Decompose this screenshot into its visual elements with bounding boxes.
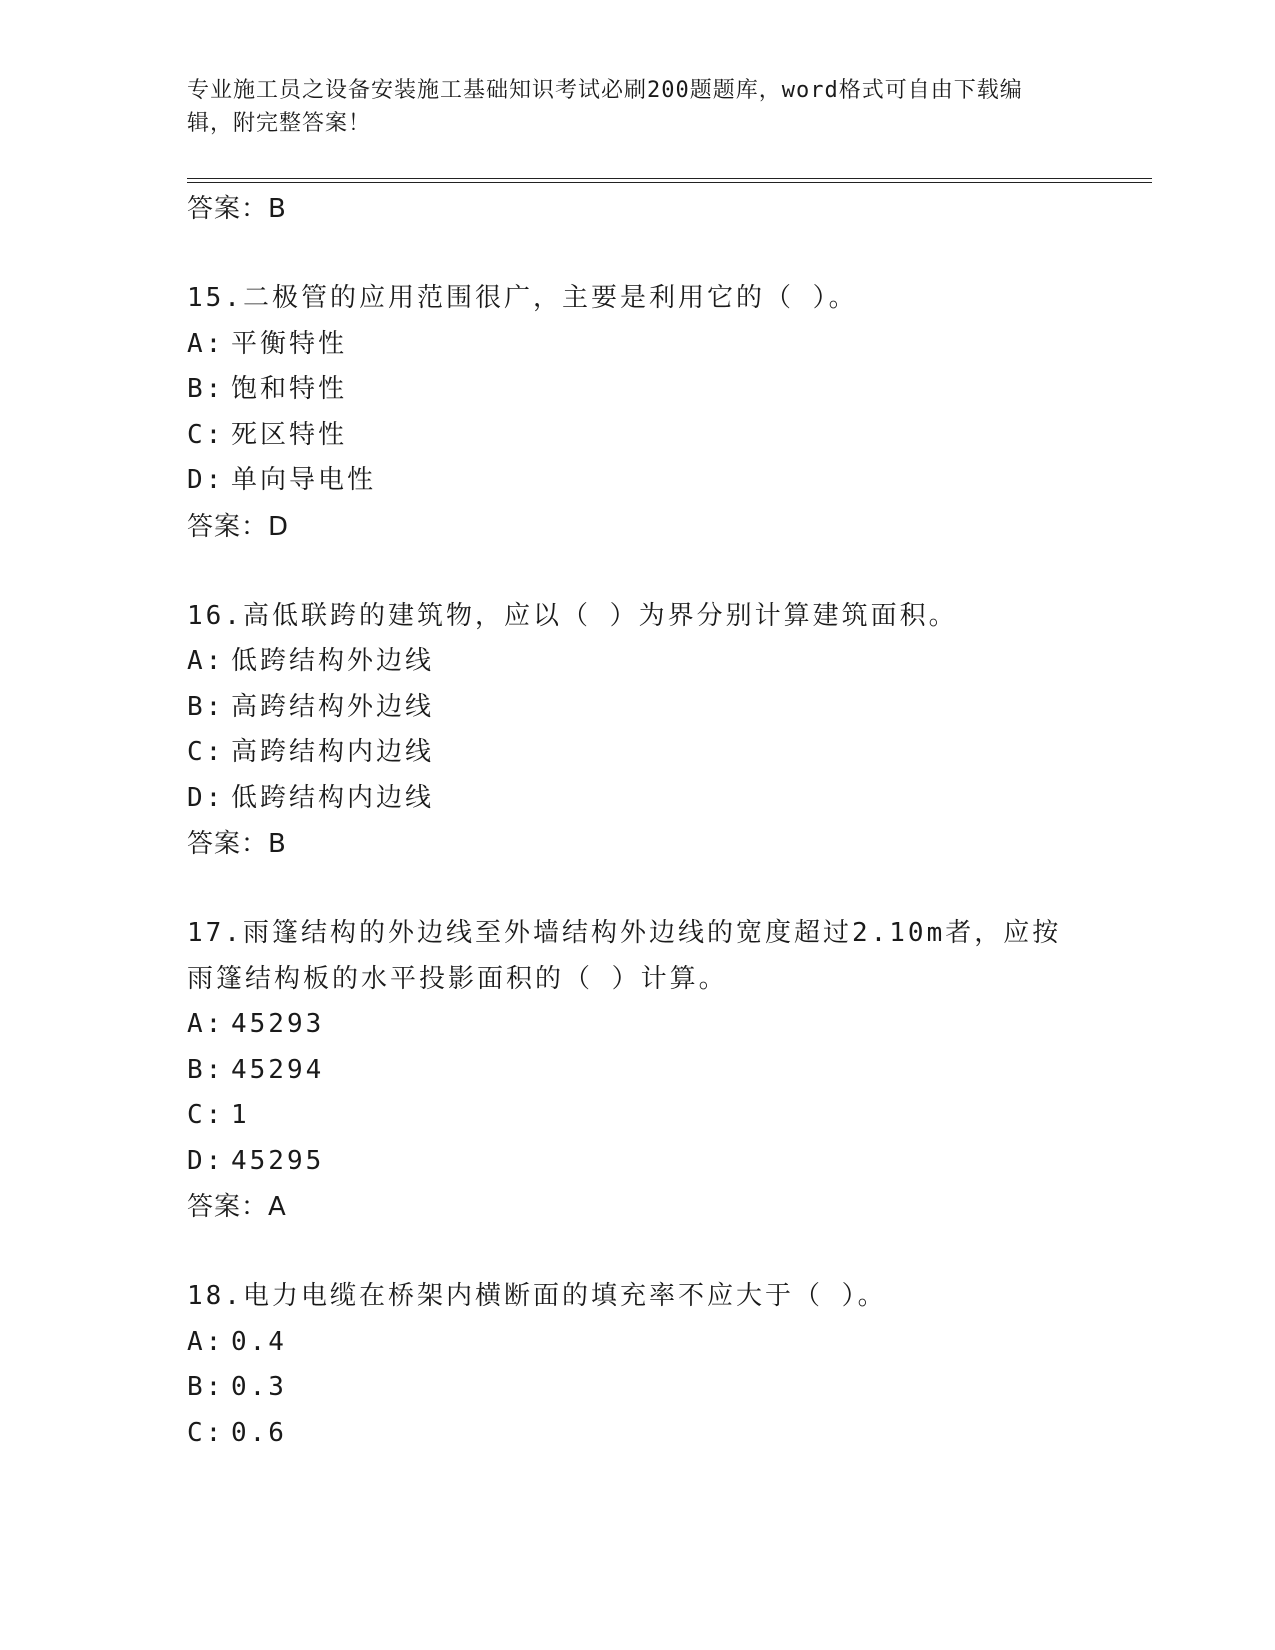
option-d: D: 45295 [187, 1145, 325, 1176]
option-b: B: 45294 [187, 1054, 325, 1085]
option-b: B: 饱和特性 [187, 374, 348, 404]
question-block [187, 594, 1087, 868]
page-header [187, 74, 1067, 140]
answer: 答案：A [187, 1192, 287, 1222]
option-b: B: 高跨结构外边线 [187, 691, 435, 722]
option-a: A: 低跨结构外边线 [187, 646, 435, 676]
option-d: D: 单向导电性 [187, 465, 377, 495]
question-text: 16.高低联跨的建筑物，应以（ ）为界分别计算建筑面积。 [187, 600, 958, 631]
question-text: 15.二极管的应用范围很广，主要是利用它的（ ）。 [187, 283, 858, 313]
spacer [187, 550, 1087, 594]
option-c: C: 高跨结构内边线 [187, 737, 435, 767]
option-a: A: 0.4 [187, 1326, 287, 1357]
option-c: C: 1 [187, 1100, 250, 1130]
option-c: C: 死区特性 [187, 419, 348, 450]
spacer [187, 232, 1087, 276]
option-a: A: 平衡特性 [187, 328, 348, 359]
spacer [187, 1230, 1087, 1274]
question-list [187, 186, 1087, 1456]
option-b: B: 0.3 [187, 1372, 287, 1402]
answer: 答案：B [187, 829, 287, 859]
question-block [187, 911, 1087, 1230]
option-d: D: 低跨结构内边线 [187, 782, 435, 813]
question-block [187, 276, 1087, 550]
question-text: 17.雨篷结构的外边线至外墙结构外边线的宽度超过2.10m者，应按雨篷结构板的水平投影面积的（ ）计算。 [187, 918, 1062, 994]
header-double-rule [187, 178, 1152, 183]
question-block [187, 1274, 1087, 1456]
spacer [187, 867, 1087, 911]
header-title: 专业施工员之设备安装施工基础知识考试必刷200题题库，word格式可自由下载编辑，附完整答案！ [187, 78, 1023, 136]
question-text: 18.电力电缆在桥架内横断面的填充率不应大于（ ）。 [187, 1281, 887, 1311]
answer: 答案：D [187, 511, 290, 542]
previous-answer: 答案：B [187, 194, 287, 224]
option-c: C: 0.6 [187, 1417, 287, 1448]
option-a: A: 45293 [187, 1009, 325, 1039]
